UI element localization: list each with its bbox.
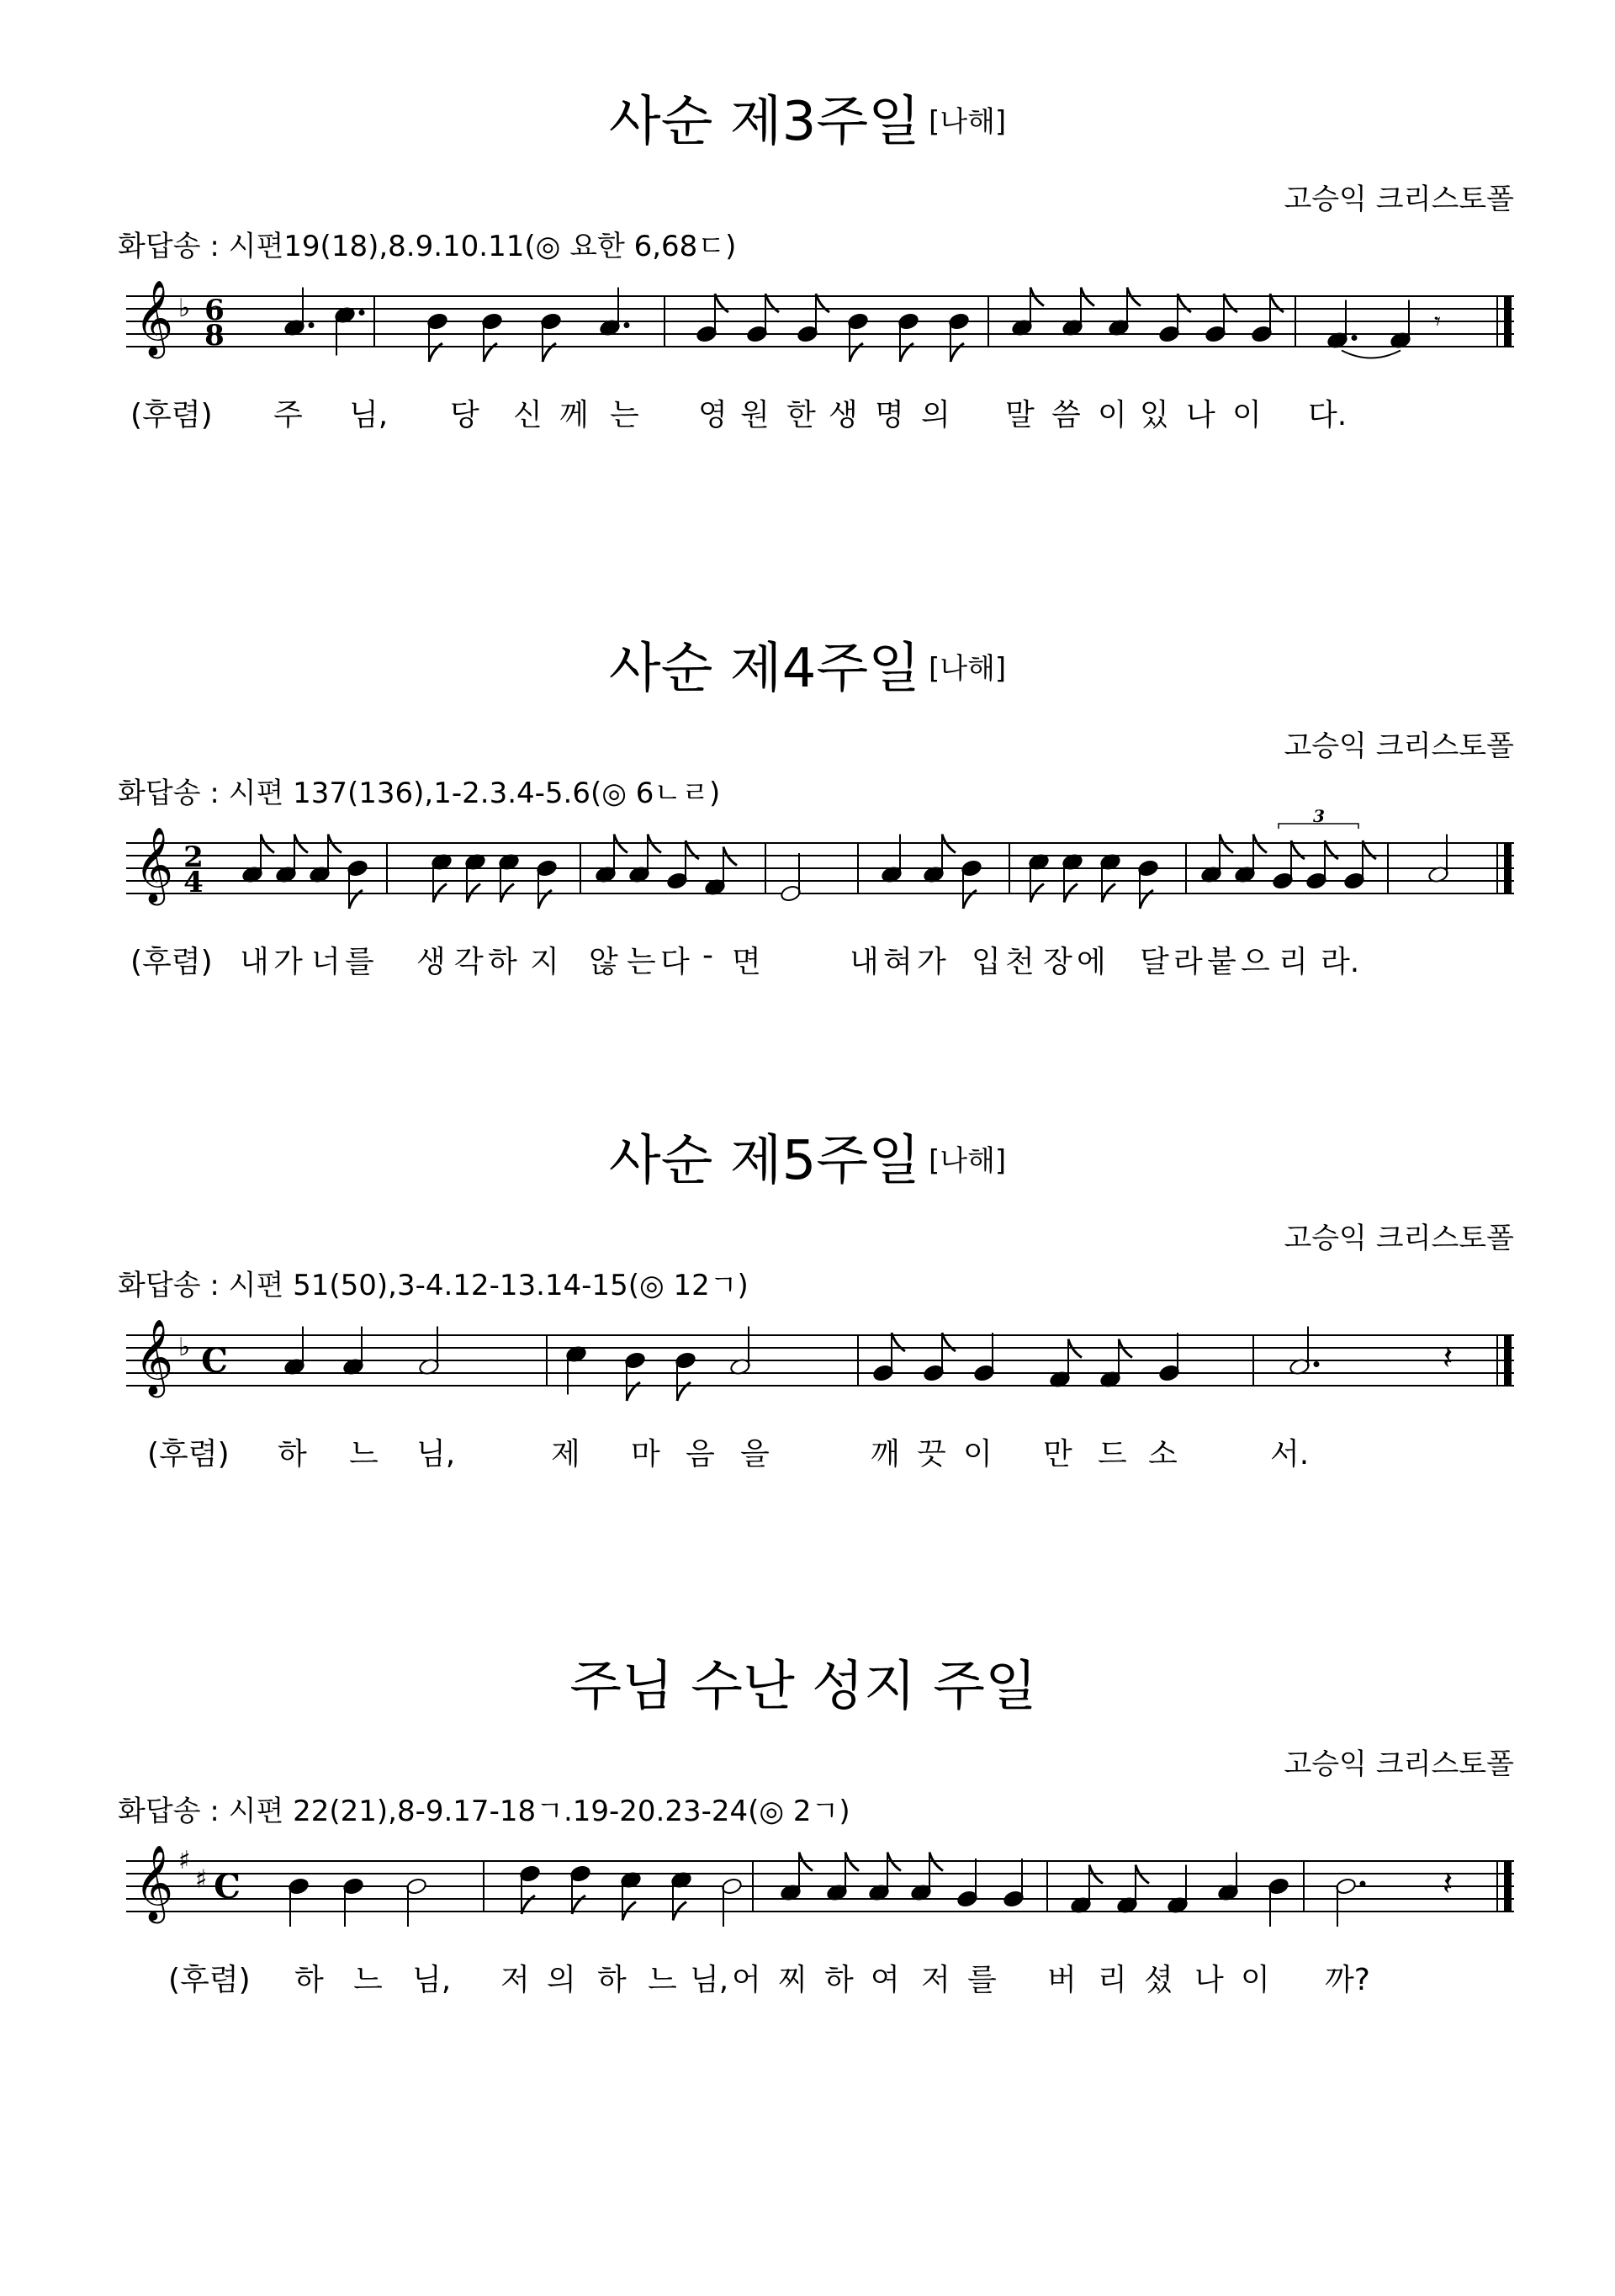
lyric-syllable: 이	[1098, 398, 1127, 432]
lyric-syllable: 가	[917, 945, 946, 979]
lyric-syllable: 혀	[883, 945, 913, 979]
lyric-syllable: 제	[551, 1437, 580, 1471]
music-staff	[126, 806, 1514, 923]
lyric-syllable: 깨	[871, 1437, 900, 1471]
treble-clef-icon: 𝄞	[135, 1319, 174, 1395]
lyrics-line	[0, 391, 1615, 433]
composer: 고승익 크리스토폴	[1284, 1222, 1514, 1255]
lyric-syllable: 느	[648, 1963, 677, 1997]
note-dot	[624, 322, 630, 328]
composer: 고승익 크리스토폴	[1284, 183, 1514, 216]
lyric-syllable: 원	[740, 398, 770, 432]
lyric-syllable: 어	[732, 1963, 761, 1997]
psalm-reference: 화답송 : 시편19(18),8.9.10.11(◎ 요한 6,68ㄷ)	[118, 230, 737, 263]
lyric-syllable: 명	[875, 398, 904, 432]
lyric-syllable: 나	[1186, 398, 1215, 432]
time-signature-bottom: 4	[183, 866, 204, 899]
lyric-syllable: 버	[1047, 1963, 1077, 1997]
treble-clef-icon: 𝄞	[135, 827, 174, 903]
lyric-syllable: 각	[454, 945, 484, 979]
lyric-syllable: 를	[345, 945, 374, 979]
lyric-syllable: 않	[589, 945, 618, 979]
lyric-syllable: 만	[1043, 1437, 1072, 1471]
lyrics-line	[0, 1430, 1615, 1472]
note-dot	[309, 322, 315, 328]
lyric-syllable: 내	[240, 945, 269, 979]
quarter-rest-icon: 𝄽	[1443, 1339, 1454, 1377]
lyric-syllable: 한	[786, 398, 816, 432]
lyric-syllable: 님,	[349, 398, 389, 432]
lyric-syllable: 지	[530, 945, 559, 979]
section-title: 사순 제3주일 [나해]	[608, 91, 1007, 153]
flat-key-icon: ♭	[178, 294, 191, 323]
lyric-syllable: 찌	[778, 1963, 808, 1997]
music-staff	[126, 1840, 1514, 1941]
lyric-syllable: 신	[513, 398, 543, 432]
triplet-number: 3	[1313, 806, 1325, 826]
section-title: 주님 수난 성지 주일	[569, 1656, 1037, 1718]
lyric-syllable: 말	[1005, 398, 1035, 432]
lyric-syllable: 하	[294, 1963, 324, 1997]
lyric-syllable: 너	[311, 945, 341, 979]
time-signature-bottom: 8	[204, 319, 225, 353]
lyric-syllable: 리	[1279, 945, 1308, 979]
lyric-syllable: 나	[1194, 1963, 1224, 1997]
lyric-syllable: 느	[349, 1437, 379, 1471]
composer: 고승익 크리스토폴	[1284, 729, 1514, 763]
final-bar-line	[1504, 1861, 1512, 1912]
refrain-label: (후렴)	[130, 398, 213, 432]
final-bar-line	[1504, 1335, 1512, 1386]
section-title: 사순 제5주일 [나해]	[608, 1130, 1007, 1192]
lyric-syllable: 이	[963, 1437, 993, 1471]
lyric-syllable: 입	[972, 945, 1001, 979]
final-bar-line	[1504, 843, 1512, 893]
lyric-syllable: 가	[273, 945, 303, 979]
year-tag: [나해]	[928, 105, 1007, 139]
psalm-reference: 화답송 : 시편 51(50),3-4.12-13.14-15(◎ 12ㄱ)	[118, 1269, 749, 1302]
time-signature-top: 2	[183, 840, 204, 874]
music-staff	[126, 1314, 1514, 1415]
lyric-syllable: 내	[850, 945, 879, 979]
lyric-syllable: 다.	[1308, 398, 1348, 432]
lyric-syllable: 음	[686, 1437, 715, 1471]
lyric-syllable: 주	[273, 398, 303, 432]
sharp-key-icon: ♯	[178, 1846, 191, 1875]
time-signature-top: 6	[204, 294, 225, 327]
treble-clef-icon: 𝄞	[135, 280, 174, 356]
treble-clef-icon: 𝄞	[135, 1845, 174, 1921]
lyric-syllable: 를	[967, 1963, 997, 1997]
lyric-syllable: -	[702, 938, 713, 973]
eighth-rest-icon: 𝄾	[1434, 307, 1441, 337]
lyric-syllable: 있	[1140, 398, 1169, 432]
lyric-syllable: 는	[610, 398, 639, 432]
lyric-syllable: 생	[416, 945, 446, 979]
lyric-syllable: 당	[450, 398, 479, 432]
sharp-key-icon: ♯	[195, 1864, 208, 1895]
psalm-reference: 화답송 : 시편 22(21),8-9.17-18ㄱ.19-20.23-24(◎ 2ㄱ)	[118, 1795, 850, 1828]
lyric-syllable: 다	[660, 945, 690, 979]
lyric-syllable: 라.	[1321, 945, 1360, 979]
lyric-syllable: 저	[921, 1963, 950, 1997]
lyric-syllable: 달	[1140, 945, 1169, 979]
year-tag: [나해]	[928, 1144, 1007, 1178]
lyric-syllable: 하	[824, 1963, 854, 1997]
lyric-syllable: 끗	[917, 1437, 946, 1471]
lyric-syllable: 님,	[412, 1963, 452, 1997]
lyric-syllable: 라	[1173, 945, 1203, 979]
lyric-syllable: 장	[1043, 945, 1072, 979]
lyric-syllable: 께	[559, 398, 589, 432]
year-tag: [나해]	[928, 652, 1007, 686]
lyric-syllable: 면	[732, 945, 761, 979]
psalm-reference: 화답송 : 시편 137(136),1-2.3.4-5.6(◎ 6ㄴㄹ)	[118, 777, 721, 810]
music-staff	[126, 275, 1514, 376]
refrain-label: (후렴)	[130, 945, 213, 979]
lyric-syllable: 붙	[1207, 945, 1236, 979]
lyrics-line	[0, 1956, 1615, 1998]
lyric-syllable: 소	[1148, 1437, 1178, 1471]
lyric-syllable: 까?	[1325, 1963, 1370, 1997]
final-bar-line	[1504, 296, 1512, 347]
note-dot	[1352, 335, 1358, 341]
lyric-syllable: 의	[921, 398, 950, 432]
lyric-syllable: 님,	[416, 1437, 456, 1471]
lyric-syllable: 셨	[1144, 1963, 1173, 1997]
lyric-syllable: 씀	[1051, 398, 1081, 432]
common-time-icon: C	[214, 1867, 241, 1906]
lyric-syllable: 저	[500, 1963, 530, 1997]
lyric-syllable: 으	[1241, 945, 1270, 979]
lyric-syllable: 느	[353, 1963, 383, 1997]
lyric-syllable: 이	[1232, 398, 1262, 432]
lyric-syllable: 여	[871, 1963, 900, 1997]
lyric-syllable: 을	[740, 1437, 770, 1471]
note-dot	[359, 310, 365, 316]
flat-key-icon: ♭	[178, 1333, 191, 1362]
lyric-syllable: 의	[547, 1963, 576, 1997]
refrain-label: (후렴)	[147, 1437, 230, 1471]
lyric-syllable: 마	[631, 1437, 660, 1471]
lyric-syllable: 님,	[690, 1963, 729, 1997]
lyric-syllable: 하	[278, 1437, 307, 1471]
section-title: 사순 제4주일 [나해]	[608, 638, 1007, 700]
composer: 고승익 크리스토폴	[1284, 1747, 1514, 1781]
lyrics-line	[0, 938, 1615, 980]
lyric-syllable: 리	[1098, 1963, 1127, 1997]
tie-arc	[1342, 351, 1401, 358]
lyric-syllable: 천	[1005, 945, 1035, 979]
common-time-icon: C	[201, 1341, 228, 1381]
lyric-syllable: 드	[1098, 1437, 1127, 1471]
lyric-syllable: 영	[698, 398, 728, 432]
lyric-syllable: 생	[829, 398, 858, 432]
note-dot	[1360, 1881, 1366, 1887]
lyric-syllable: 하	[488, 945, 517, 979]
lyric-syllable: 이	[1241, 1963, 1270, 1997]
lyric-syllable: 서.	[1270, 1437, 1310, 1471]
refrain-label: (후렴)	[168, 1963, 251, 1997]
lyric-syllable: 하	[597, 1963, 627, 1997]
lyric-syllable: 는	[627, 945, 656, 979]
quarter-rest-icon: 𝄽	[1443, 1864, 1454, 1903]
lyric-syllable: 에	[1077, 945, 1106, 979]
note-dot	[1314, 1361, 1320, 1367]
